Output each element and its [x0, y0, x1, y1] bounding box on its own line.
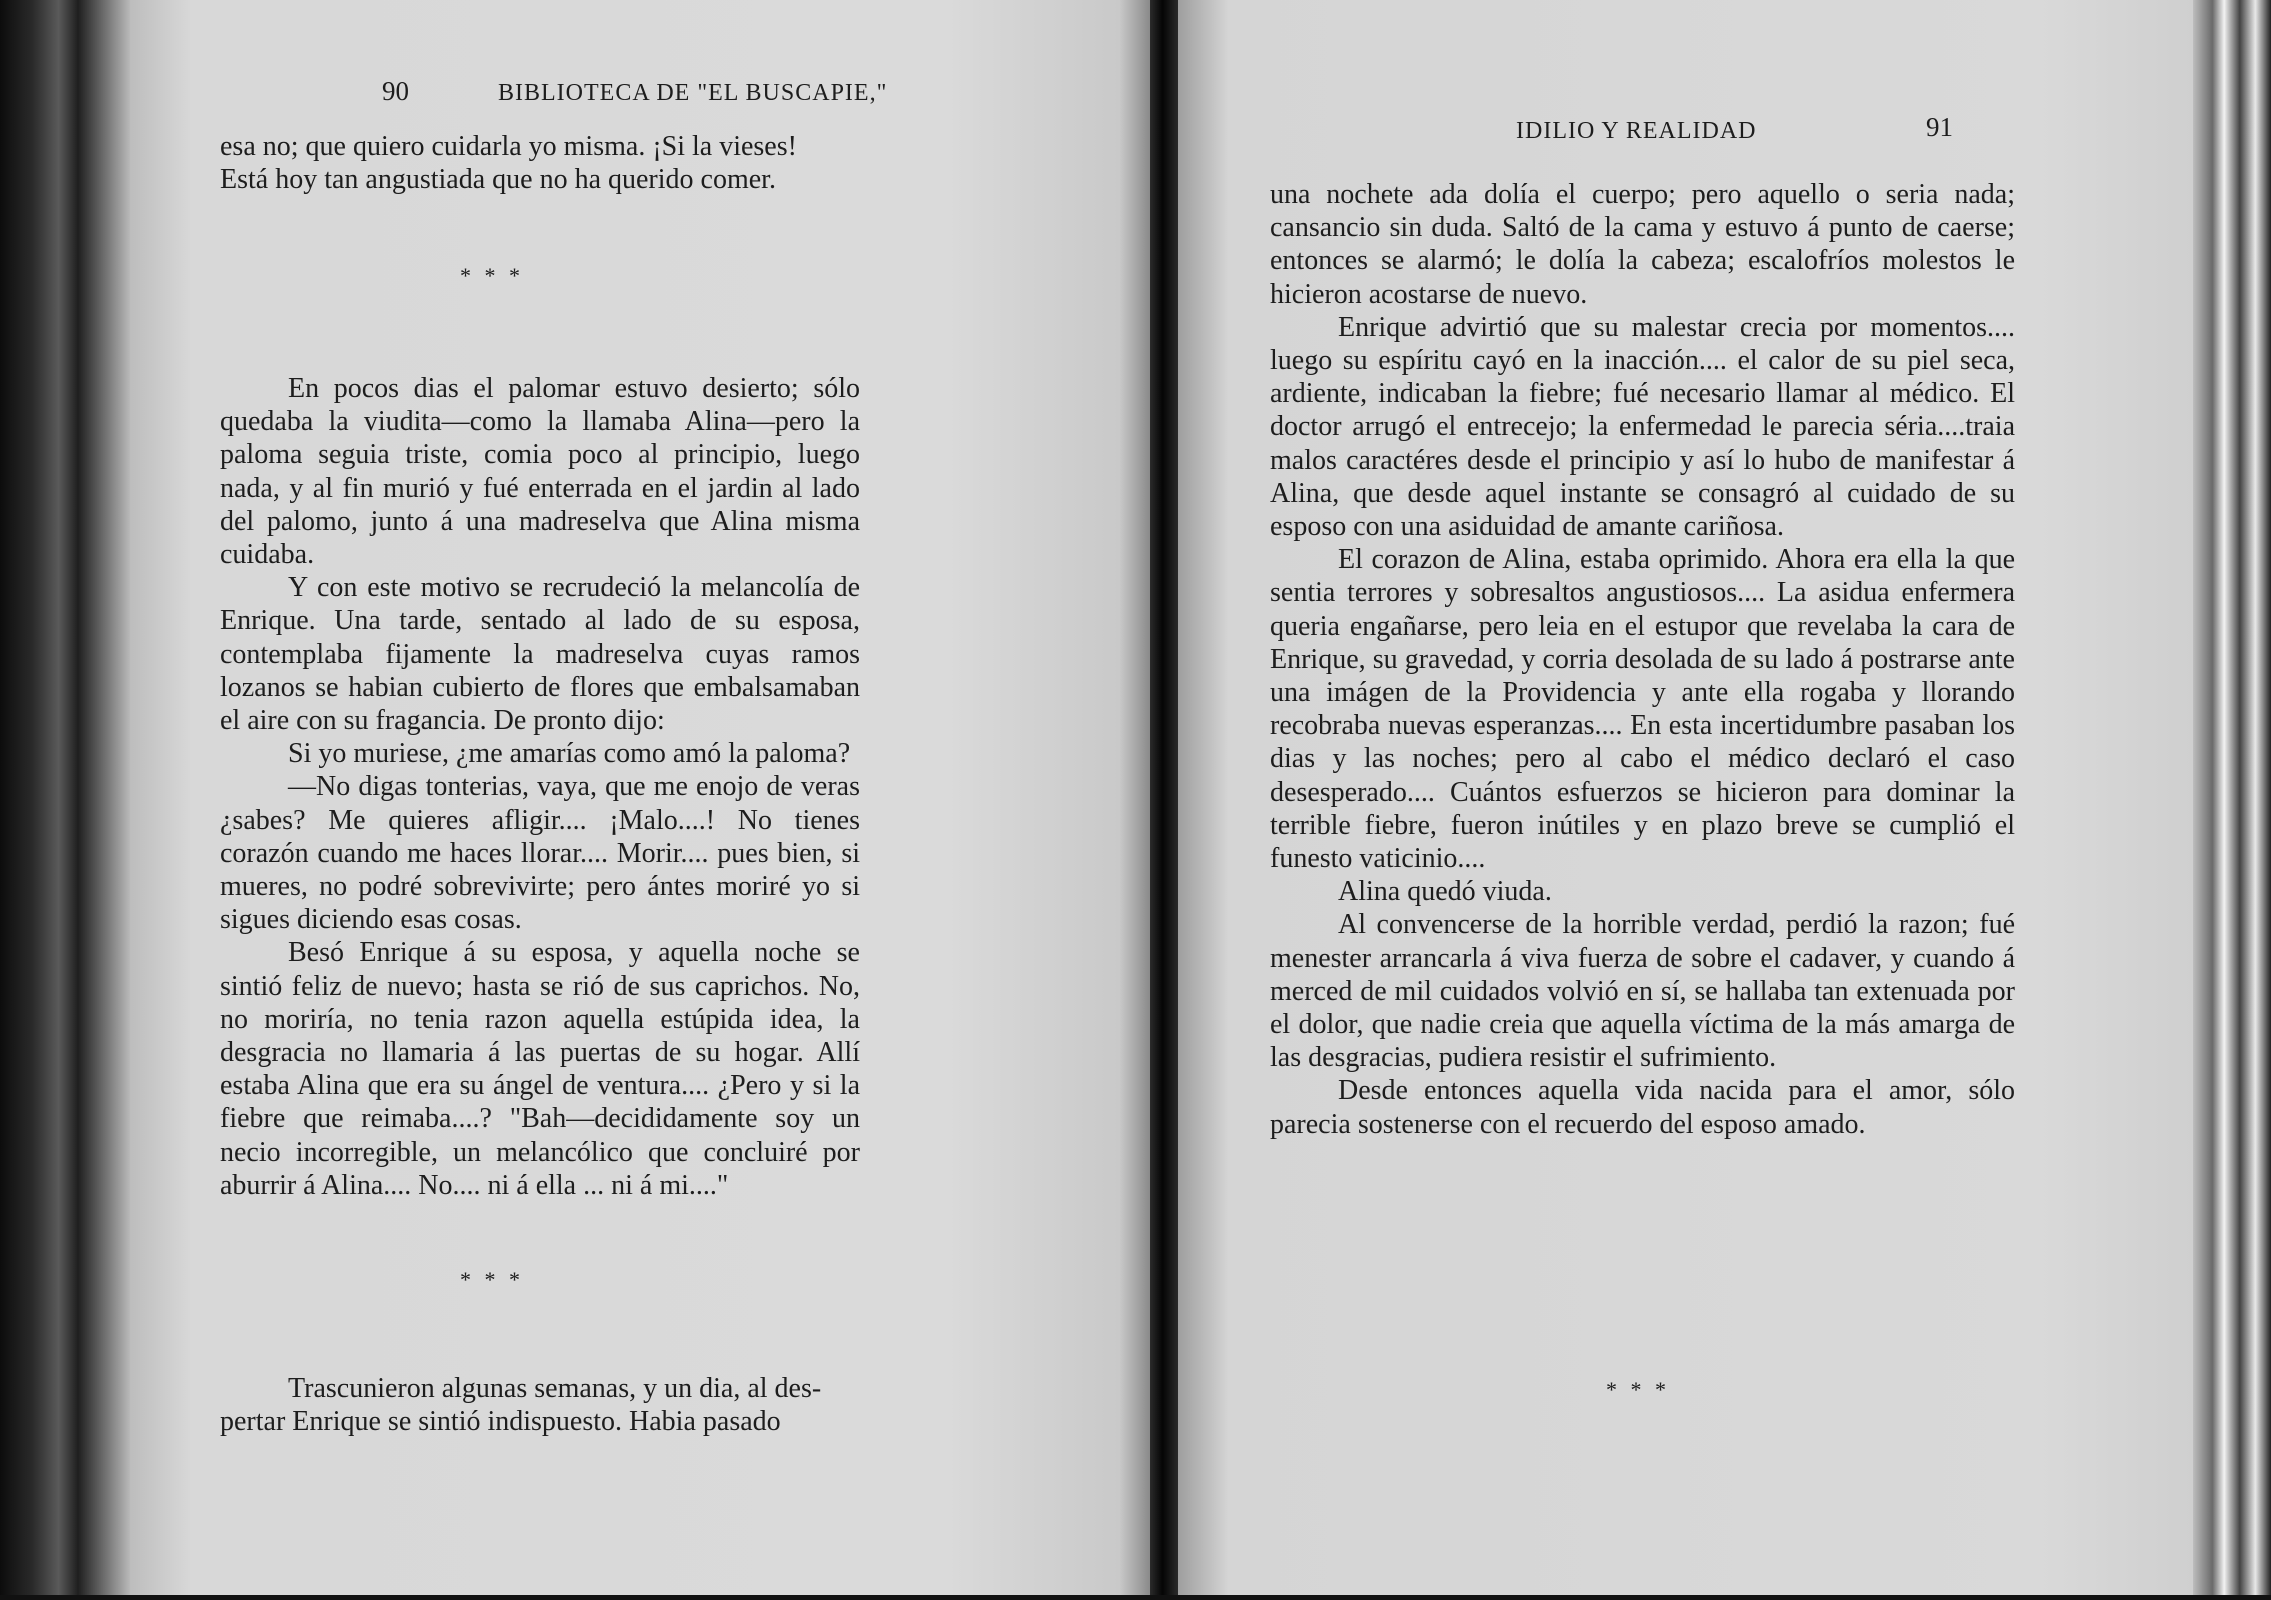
right-body-text — [1270, 178, 2015, 1141]
left-top-text — [220, 130, 860, 196]
left-page-number: 90 — [382, 76, 409, 106]
right-page — [1178, 0, 2193, 1595]
left-top-line-2: Está hoy tan angustiada que no ha querido comer. — [220, 164, 776, 196]
left-paragraph-2: Y con este motivo se recrudeció la melancolía de Enrique. Una tarde, sentado al lado de su esposa, contemplaba fijamente la madreselva cuyas ramos lozanos se habian cubierto de flores que embalsamaban el aire con su fragancia. De pronto dijo: — [220, 572, 860, 737]
right-paragraph-4: Alina quedó viuda. — [1338, 876, 1552, 908]
left-paragraph-5: Besó Enrique á su esposa, y aquella noche se sintió feliz de nuevo; hasta se rió de sus caprichos. No, no moriría, no tenia razon aquella estúpida idea, la desgracia no llamaria á las puertas de su hogar. Allí estaba Alina que era su ángel de ventura.... ¿Pero y si la fiebre que reimaba....? "Bah—decididamente soy un necio incorregible, un melancólico que concluiré por aburrir á Alina.... No.... ni á ella ... ni á mi...." — [220, 937, 860, 1201]
left-separator-1: * * * — [460, 263, 524, 288]
right-paragraph-2: Enrique advirtió que su malestar crecia por momentos.... luego su espíritu cayó en la inacción.... el calor de su piel seca, ardiente, indicaban la fiebre; fué necesario llamar al médico. El doctor arrugó el entrecejo; la enfermedad le parecia séria....traia malos caractéres desde el principio y así lo hubo de manifestar á Alina, que desde aquel instante se consagró al cuidado de su esposo con una asiduidad de amante cariñosa. — [1270, 311, 2015, 543]
left-page — [130, 0, 1150, 1595]
left-separator-2: * * * — [460, 1267, 524, 1292]
left-paragraph-4: —No digas tonterias, vaya, que me enojo de veras ¿sabes? Me quieres afligir.... ¡Malo....! No tienes corazón cuando me haces llorar.... Morir.... pues bien, si mueres, no podré sobrevivirte; pero ántes moriré yo si sigues diciendo esas cosas. — [220, 771, 860, 936]
right-page-number: 91 — [1926, 112, 1953, 142]
right-book-edge — [2193, 0, 2271, 1600]
right-running-head: IDILIO Y REALIDAD — [1516, 118, 1757, 144]
left-book-edge — [0, 0, 130, 1600]
left-bottom-line-1: Trascunieron algunas semanas, y un dia, al des- — [288, 1373, 822, 1404]
left-bottom-text — [220, 1372, 860, 1438]
right-separator: * * * — [1606, 1377, 1670, 1402]
left-top-line-1: esa no; que quiero cuidarla yo misma. ¡Si la vieses! — [220, 131, 797, 162]
left-running-head: BIBLIOTECA DE "EL BUSCAPIE," — [498, 80, 888, 106]
left-bottom-line-2: pertar Enrique se sintió indispuesto. Habia pasado — [220, 1406, 781, 1438]
right-paragraph-5: Al convencerse de la horrible verdad, perdió la razon; fué menester arrancarla á viva fuerza de sobre el cadaver, y cuando á merced de mil cuidados volvió en sí, se hallaba tan extenuada por el dolor, que nadie creia que aquella víctima de la más amarga de las desgracias, pudiera resistir el sufrimiento. — [1270, 909, 2015, 1074]
left-body-text — [220, 372, 860, 1202]
scan-bottom-edge — [0, 1595, 2271, 1600]
right-paragraph-3: El corazon de Alina, estaba oprimido. Ahora era ella la que sentia terrores y sobresaltos angustiosos.... La asidua enfermera queria engañarse, pero leia en el estupor que revelaba la cara de Enrique, su gravedad, y corria desolada de su lado á postrarse ante una imágen de la Providencia y ante ella rogaba y llorando recobraba nuevas esperanzas.... En esta incertidumbre pasaban los dias y las noches; pero al cabo el médico declaró el caso desesperado.... Cuántos esfuerzos se hicieron para dominar la terrible fiebre, fueron inútiles y en plazo breve se cumplió el funesto vaticinio.... — [1270, 544, 2015, 875]
right-paragraph-1: una nochete ada dolía el cuerpo; pero aquello o seria nada; cansancio sin duda. Saltó de la cama y estuvo á punto de caerse; entonces se alarmó; le dolía la cabeza; escalofríos molestos le hicieron acostarse de nuevo. — [1270, 179, 2015, 310]
left-paragraph-3: Si yo muriese, ¿me amarías como amó la paloma? — [288, 738, 851, 770]
book-gutter — [1150, 0, 1178, 1600]
right-paragraph-6: Desde entonces aquella vida nacida para el amor, sólo parecia sostenerse con el recuerdo del esposo amado. — [1270, 1075, 2015, 1140]
left-paragraph-1: En pocos dias el palomar estuvo desierto; sólo quedaba la viudita—como la llamaba Alina—pero la paloma seguia triste, comia poco al principio, luego nada, y al fin murió y fué enterrada en el jardin al lado del palomo, junto á una madreselva que Alina misma cuidaba. — [220, 373, 860, 571]
